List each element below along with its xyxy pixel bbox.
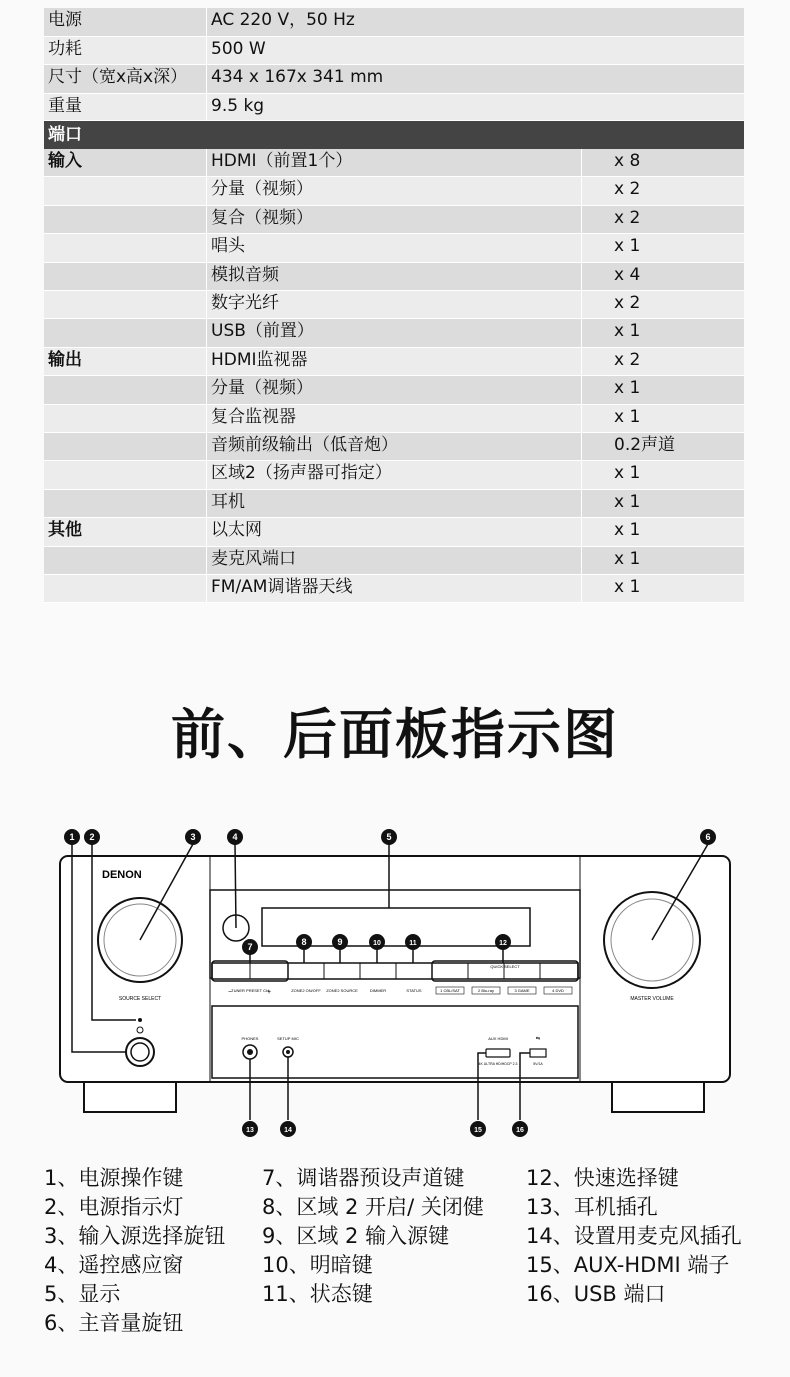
caption-column-1 <box>44 1164 225 1338</box>
aux-hdmi-sub-label: 4K ULTRA HD/HDCP 2.3 <box>478 1062 518 1066</box>
port-name: 数字光纤 <box>207 291 582 319</box>
callout-14: 14 <box>284 1127 292 1134</box>
port-count: x 1 <box>582 518 744 546</box>
port-row <box>44 405 744 433</box>
zone2-onoff-label: ZONE2 ON/OFF <box>291 988 321 993</box>
callout-1: 1 <box>69 832 75 842</box>
power-button <box>126 1038 154 1066</box>
port-row <box>44 433 744 461</box>
port-count: x 1 <box>582 405 744 433</box>
port-name: 耳机 <box>207 490 582 518</box>
port-name: 唱头 <box>207 234 582 262</box>
callout-4: 4 <box>232 832 238 842</box>
port-group <box>44 319 207 347</box>
port-row <box>44 234 744 262</box>
port-count: x 4 <box>582 263 744 291</box>
spec-value: AC 220 V，50 Hz <box>207 8 744 37</box>
section-header-ports: 端口 <box>44 121 744 149</box>
port-name: 分量（视频） <box>207 376 582 404</box>
caption-item: 9、区域 2 输入源键 <box>262 1224 450 1248</box>
tuner-label: TUNER PRESET CH <box>231 988 269 993</box>
spec-label: 电源 <box>44 8 207 37</box>
qs1-label: 1 CBL/SAT <box>440 988 460 993</box>
port-count: x 1 <box>582 461 744 489</box>
caption-item: 8、区域 2 开启/ 关闭健 <box>262 1195 484 1219</box>
caption-item: 1、电源操作键 <box>44 1166 184 1190</box>
port-count: x 2 <box>582 206 744 234</box>
port-group <box>44 575 207 603</box>
caption-item: 11、状态键 <box>262 1282 373 1306</box>
port-name: 以太网 <box>207 518 582 546</box>
setup-mic-label: SETUP MIC <box>277 1036 299 1041</box>
port-group <box>44 490 207 518</box>
power-indicator-icon <box>138 1018 142 1022</box>
foot-left <box>84 1082 176 1112</box>
qs4-label: 4 DVD <box>552 988 564 993</box>
port-group <box>44 547 207 575</box>
port-name: 音频前级输出（低音炮） <box>207 433 582 461</box>
tuner-minus-label: − <box>227 989 233 996</box>
caption-item: 10、明暗键 <box>262 1253 373 1277</box>
callout-3: 3 <box>190 832 196 842</box>
phones-label: PHONES <box>241 1036 259 1041</box>
port-row <box>44 291 744 319</box>
port-row <box>44 376 744 404</box>
qs3-label: 3 GAME <box>514 988 530 993</box>
spec-label: 尺寸（宽x高x深） <box>44 65 207 94</box>
zone2-source-label: ZONE2 SOURCE <box>326 988 358 993</box>
port-count: x 1 <box>582 575 744 603</box>
port-group: 输出 <box>44 348 207 376</box>
spec-row <box>44 8 744 37</box>
source-select-label: SOURCE SELECT <box>118 996 162 1002</box>
usb-icon: ⇆ <box>535 1036 541 1042</box>
callout-9: 9 <box>337 937 343 947</box>
port-group <box>44 263 207 291</box>
port-name: 区域2（扬声器可指定） <box>207 461 582 489</box>
callout-13: 13 <box>246 1127 254 1134</box>
port-name: HDMI监视器 <box>207 348 582 376</box>
port-row <box>44 518 744 546</box>
caption-item: 15、AUX-HDMI 端子 <box>526 1253 730 1277</box>
spec-label: 重量 <box>44 94 207 121</box>
spec-label: 功耗 <box>44 37 207 65</box>
caption-item: 16、USB 端口 <box>526 1282 666 1306</box>
port-row <box>44 547 744 575</box>
usb-sub-label: 5V/1A <box>533 1062 543 1066</box>
panel-title: 前、后面板指示图 <box>171 703 619 766</box>
port-group <box>44 206 207 234</box>
qs2-label: 2 Blu-ray <box>477 988 495 993</box>
quick-select-label: QUICK SELECT <box>490 964 520 969</box>
spec-row <box>44 37 744 65</box>
callout-15: 15 <box>474 1127 482 1134</box>
callout-7: 7 <box>247 942 253 952</box>
port-count: x 1 <box>582 490 744 518</box>
port-count: 0.2声道 <box>582 433 744 461</box>
spec-value: 500 W <box>207 37 744 65</box>
port-count: x 2 <box>582 291 744 319</box>
port-name: 模拟音频 <box>207 263 582 291</box>
brand-logo: DENON <box>102 869 142 881</box>
caption-column-3 <box>526 1164 742 1309</box>
port-group: 输入 <box>44 149 207 177</box>
port-row <box>44 461 744 489</box>
port-row <box>44 490 744 518</box>
port-row <box>44 177 744 205</box>
port-count: x 1 <box>582 234 744 262</box>
port-group <box>44 291 207 319</box>
port-name: USB（前置） <box>207 319 582 347</box>
callout-10: 10 <box>373 940 381 947</box>
dimmer-label: DIMMER <box>369 988 387 993</box>
caption-column-2 <box>262 1164 484 1309</box>
port-group <box>44 461 207 489</box>
port-group <box>44 234 207 262</box>
port-row <box>44 319 744 347</box>
port-name: 复合监视器 <box>207 405 582 433</box>
caption-item: 7、调谐器预设声道键 <box>262 1166 465 1190</box>
port-count: x 2 <box>582 348 744 376</box>
port-row <box>44 263 744 291</box>
aux-hdmi-label: AUX HDMI <box>488 1036 508 1041</box>
port-count: x 1 <box>582 319 744 347</box>
callout-11: 11 <box>409 940 417 947</box>
spec-value: 434 x 167x 341 mm <box>207 65 744 94</box>
caption-item: 13、耳机插孔 <box>526 1195 658 1219</box>
port-row <box>44 149 744 177</box>
port-group: 其他 <box>44 518 207 546</box>
tuner-plus-label: + <box>266 989 272 996</box>
spec-row <box>44 94 744 121</box>
port-name: FM/AM调谐器天线 <box>207 575 582 603</box>
status-label: STATUS <box>406 988 422 993</box>
aux-hdmi-port <box>486 1049 510 1057</box>
caption-item: 12、快速选择键 <box>526 1166 679 1190</box>
front-panel-diagram <box>40 820 750 1140</box>
callout-2: 2 <box>89 832 95 842</box>
caption-item: 2、电源指示灯 <box>44 1195 184 1219</box>
button-strip <box>212 963 578 979</box>
port-group <box>44 376 207 404</box>
caption-item: 4、遥控感应窗 <box>44 1253 184 1277</box>
callout-5: 5 <box>386 832 392 842</box>
port-name: 复合（视频） <box>207 206 582 234</box>
port-row <box>44 206 744 234</box>
spec-row <box>44 65 744 94</box>
usb-port <box>530 1049 546 1057</box>
callout-8: 8 <box>301 937 307 947</box>
caption-item: 14、设置用麦克风插孔 <box>526 1224 742 1248</box>
port-row <box>44 575 744 603</box>
port-name: 麦克风端口 <box>207 547 582 575</box>
caption-item: 3、输入源选择旋钮 <box>44 1224 226 1248</box>
port-group <box>44 405 207 433</box>
spec-value: 9.5 kg <box>207 94 744 121</box>
callout-16: 16 <box>516 1127 524 1134</box>
port-group <box>44 433 207 461</box>
port-name: HDMI（前置1个） <box>207 149 582 177</box>
caption-item: 5、显示 <box>44 1282 121 1306</box>
callout-6: 6 <box>705 832 711 842</box>
master-volume-label: MASTER VOLUME <box>630 996 674 1002</box>
port-count: x 1 <box>582 547 744 575</box>
port-count: x 1 <box>582 376 744 404</box>
port-count: x 2 <box>582 177 744 205</box>
callout-12: 12 <box>499 940 507 947</box>
port-row <box>44 348 744 376</box>
caption-item: 6、主音量旋钮 <box>44 1311 184 1335</box>
port-group <box>44 177 207 205</box>
port-name: 分量（视频） <box>207 177 582 205</box>
port-count: x 8 <box>582 149 744 177</box>
foot-right <box>612 1082 704 1112</box>
lower-panel <box>212 1006 578 1078</box>
